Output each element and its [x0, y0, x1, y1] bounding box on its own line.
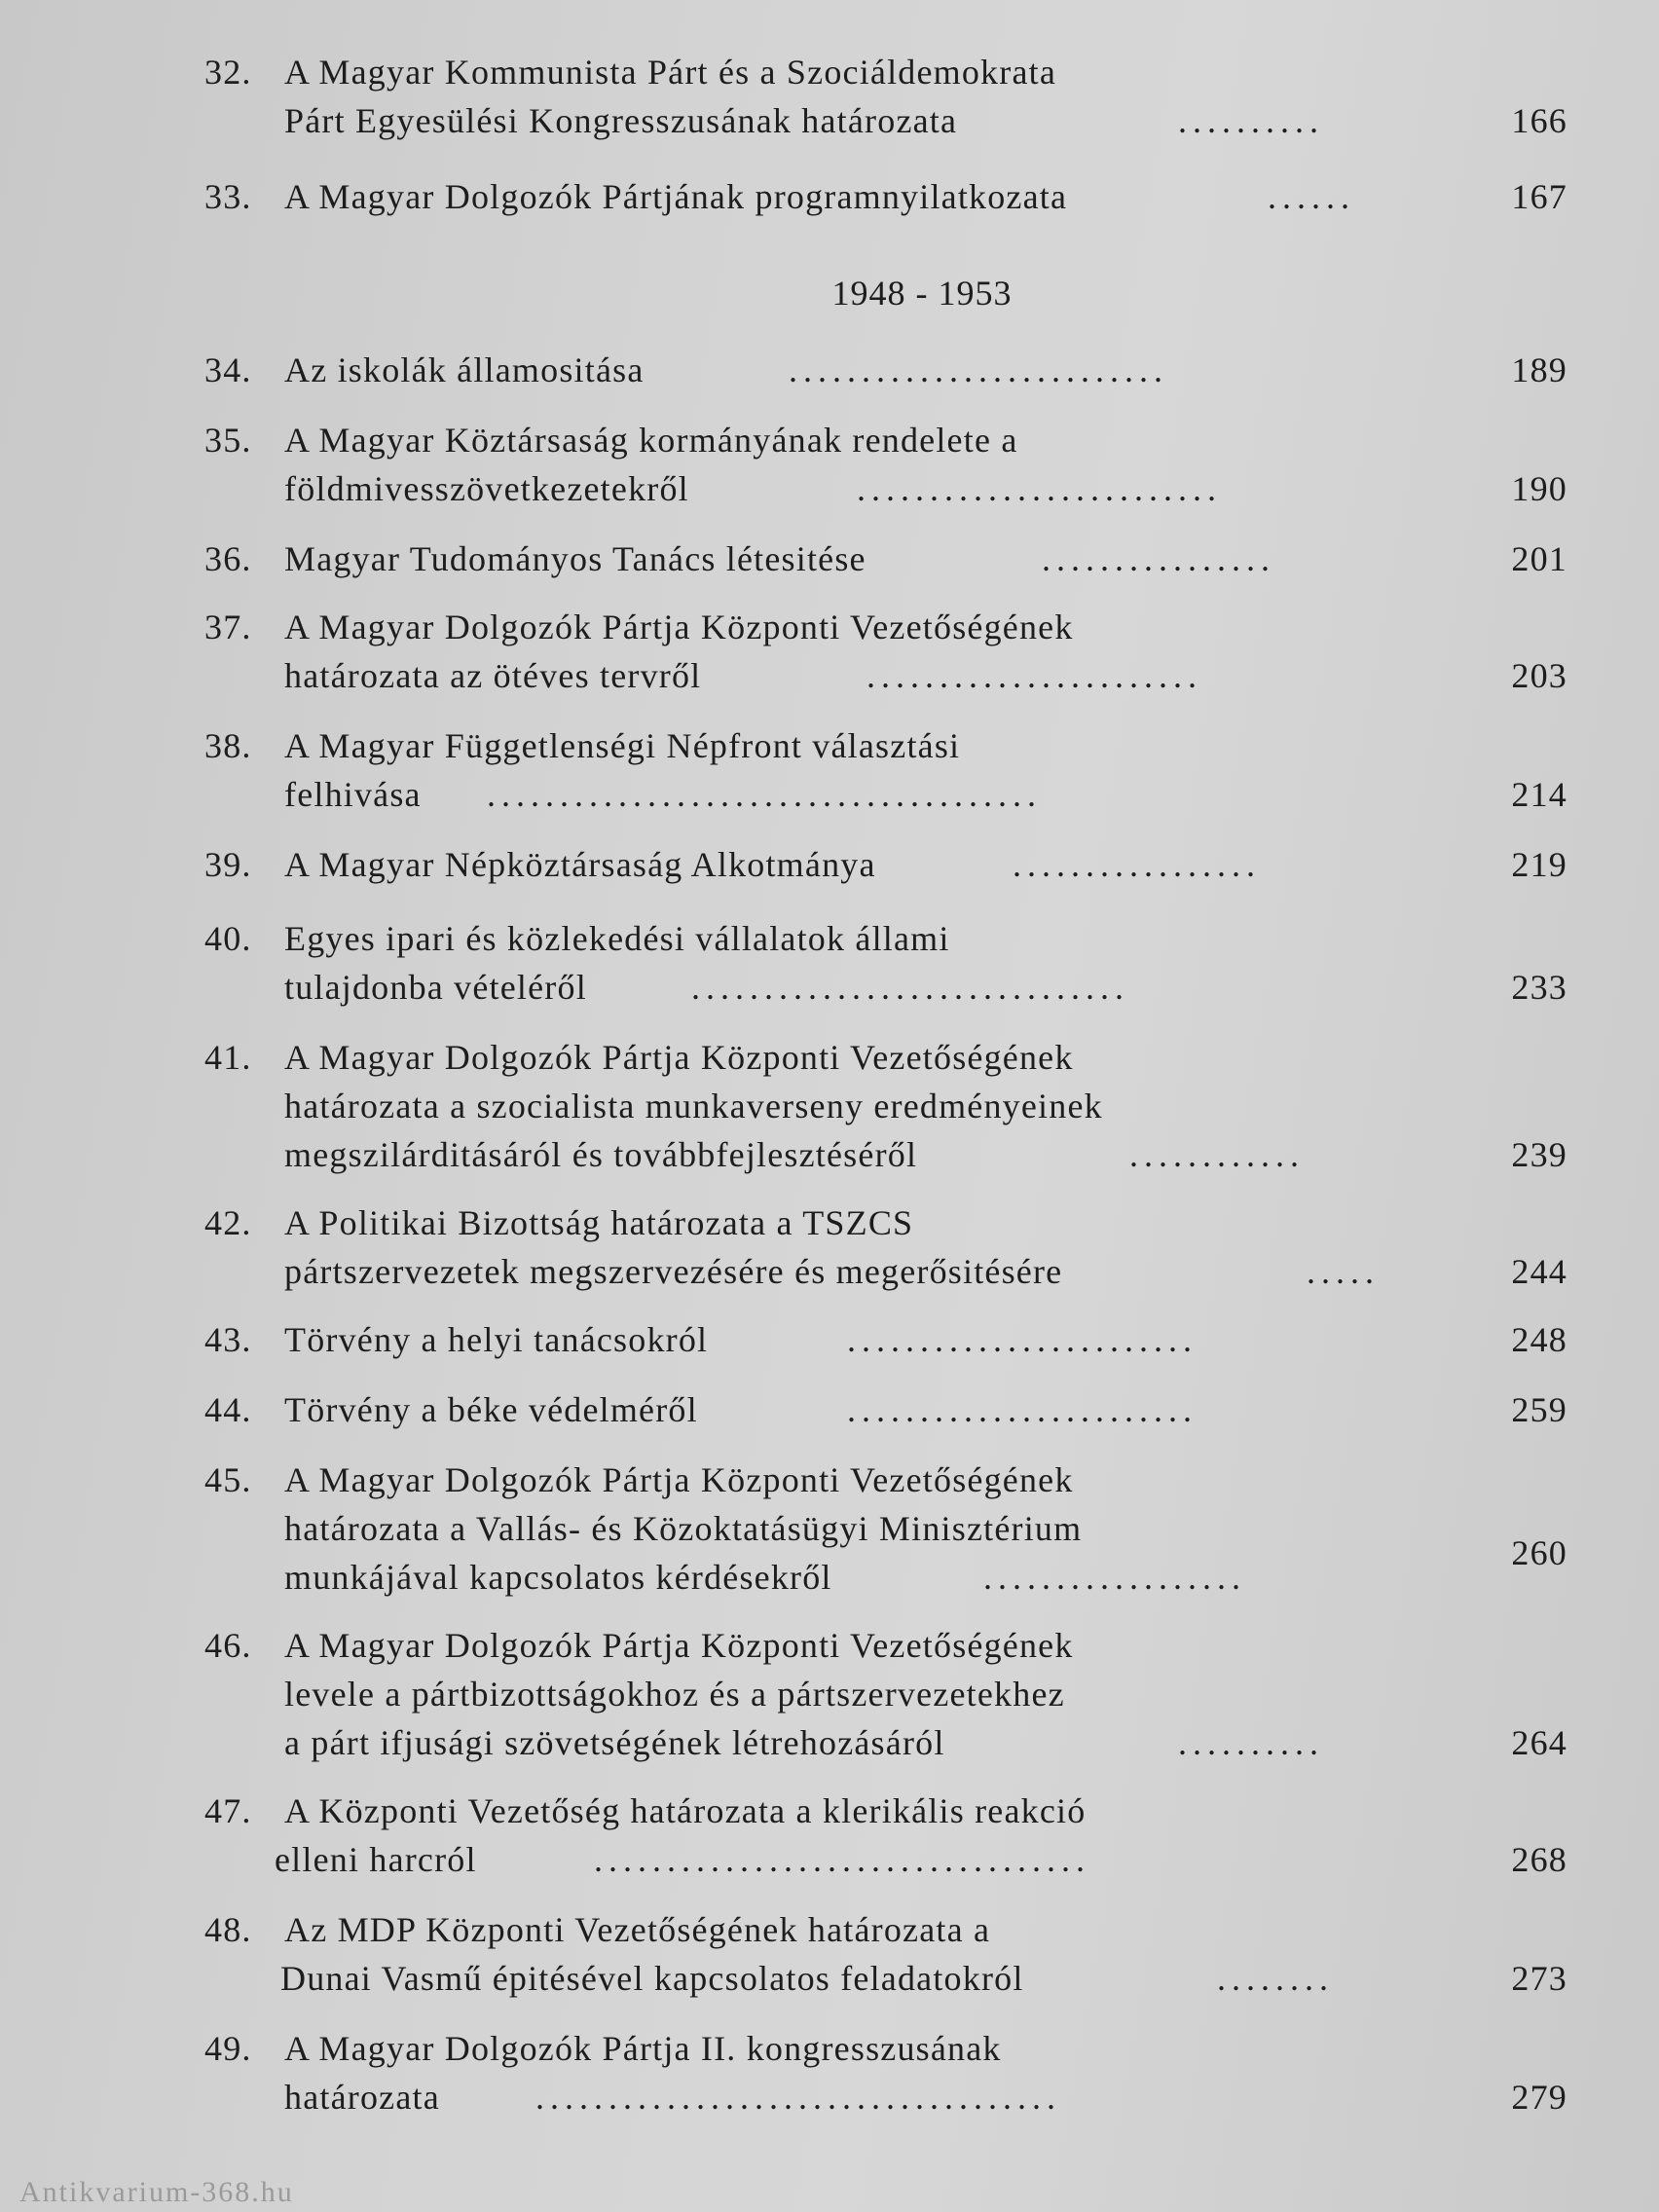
entry-number: 37.	[204, 608, 252, 646]
entry-number: 49.	[204, 2029, 252, 2068]
entry-number: 44.	[204, 1390, 252, 1429]
entry-number: 43.	[204, 1320, 252, 1359]
entry-title-line: tulajdonba vételéről	[284, 968, 587, 1007]
page-number: 214	[1511, 775, 1567, 814]
entry-title-line: Törvény a helyi tanácsokról	[284, 1320, 709, 1359]
entry-title-line: A Magyar Dolgozók Pártja II. kongresszusának	[284, 2029, 1002, 2068]
leader-dots: .................	[1013, 845, 1261, 884]
leader-dots: ..........................	[789, 350, 1168, 389]
page-number: 273	[1511, 1959, 1567, 1998]
leader-dots: ........	[1217, 1959, 1334, 1998]
leader-dots: .....	[1307, 1252, 1380, 1291]
toc-entry-40[interactable]	[204, 915, 1567, 1013]
toc-entry-39[interactable]	[204, 841, 1567, 890]
entry-number: 45.	[204, 1460, 252, 1499]
entry-number: 39.	[204, 845, 252, 884]
page-number: 201	[1511, 539, 1567, 578]
page-number: 268	[1511, 1840, 1567, 1879]
entry-number: 47.	[204, 1791, 252, 1830]
entry-title-line: földmivesszövetkezetekről	[284, 469, 689, 508]
entry-number: 40.	[204, 919, 252, 958]
entry-title-line: Egyes ipari és közlekedési vállalatok állami	[284, 919, 950, 958]
entry-title-line: felhivása	[284, 775, 422, 814]
entry-title-line: elleni harcról	[275, 1840, 477, 1879]
page-number: 248	[1511, 1320, 1567, 1359]
entry-number: 46.	[204, 1626, 252, 1665]
page-number: 190	[1511, 469, 1567, 508]
entry-title-line: A Magyar Dolgozók Pártja Központi Vezetőségének	[284, 1038, 1074, 1077]
entry-title-line: levele a pártbizottságokhoz és a pártszervezetekhez	[284, 1675, 1065, 1714]
toc-entry-36[interactable]	[204, 535, 1567, 584]
leader-dots: ....................................	[535, 2078, 1061, 2117]
entry-number: 35.	[204, 421, 252, 460]
leader-dots: ..................................	[594, 1840, 1090, 1879]
entry-title-line: A Központi Vezetőség határozata a klerikális reakció	[284, 1791, 1087, 1830]
toc-entry-43[interactable]	[204, 1316, 1567, 1365]
toc-entry-44[interactable]	[204, 1386, 1567, 1435]
page-number: 166	[1511, 101, 1567, 140]
toc-entry-46[interactable]	[204, 1622, 1567, 1768]
leader-dots: ..................	[983, 1558, 1246, 1597]
page-number: 264	[1511, 1723, 1567, 1762]
toc-entry-42[interactable]	[204, 1199, 1567, 1297]
watermark-footer: Antikvarium-368.hu	[19, 2176, 294, 2208]
page-number: 244	[1511, 1252, 1567, 1291]
leader-dots: ..........	[1178, 101, 1324, 140]
toc-entry-45[interactable]	[204, 1456, 1567, 1603]
page-number: 189	[1511, 350, 1567, 389]
entry-title-line: Magyar Tudományos Tanács létesitése	[284, 539, 866, 578]
entry-number: 36.	[204, 539, 252, 578]
leader-dots: ........................	[847, 1390, 1198, 1429]
entry-title-line: A Magyar Köztársaság kormányának rendelete a	[284, 421, 1018, 460]
toc-entry-48[interactable]	[204, 1906, 1567, 2004]
toc-entry-38[interactable]	[204, 722, 1567, 820]
entry-title-line: Párt Egyesülési Kongresszusának határozata	[284, 101, 958, 140]
leader-dots: ..........	[1178, 1723, 1324, 1762]
page-number: 260	[1511, 1533, 1567, 1572]
page-number: 239	[1511, 1135, 1567, 1174]
entry-title-line: Az iskolák államositása	[284, 350, 645, 389]
toc-entry-35[interactable]	[204, 417, 1567, 514]
toc-entry-41[interactable]	[204, 1034, 1567, 1180]
entry-title-line: pártszervezetek megszervezésére és megerősitésére	[284, 1252, 1063, 1291]
toc-entry-47[interactable]	[204, 1788, 1567, 1885]
entry-title-line: A Magyar Népköztársaság Alkotmánya	[284, 845, 876, 884]
entry-title-line: Törvény a béke védelméről	[284, 1390, 698, 1429]
entry-number: 32.	[204, 53, 252, 92]
section-heading: 1948 - 1953	[831, 274, 1013, 313]
entry-title-line: A Magyar Dolgozók Pártjának programnyilatkozata	[284, 177, 1068, 216]
page-number: 279	[1511, 2078, 1567, 2117]
entry-title-line: A Politikai Bizottság határozata a TSZCS	[284, 1203, 914, 1242]
page-number: 233	[1511, 968, 1567, 1007]
entry-title-line: A Magyar Dolgozók Pártja Központi Vezetőségének	[284, 1626, 1074, 1665]
entry-title-line: Az MDP Központi Vezetőségének határozata a	[284, 1910, 991, 1949]
entry-number: 33.	[204, 177, 252, 216]
entry-number: 48.	[204, 1910, 252, 1949]
leader-dots: .......................	[866, 656, 1202, 695]
page-number: 167	[1511, 177, 1567, 216]
leader-dots: ............	[1129, 1135, 1305, 1174]
entry-title-line: határozata az ötéves tervről	[284, 656, 702, 695]
page-number: 203	[1511, 656, 1567, 695]
entry-title-line: határozata a Vallás- és Közoktatásügyi Minisztérium	[284, 1509, 1083, 1548]
entry-title-line: A Magyar Függetlenségi Népfront választási	[284, 726, 961, 765]
entry-title-line: megszilárditásáról és továbbfejlesztéséről	[284, 1135, 918, 1174]
entry-title-line: A Magyar Dolgozók Pártja Központi Vezetőségének	[284, 608, 1074, 646]
leader-dots: ......................................	[487, 775, 1042, 814]
toc-entry-33[interactable]	[204, 173, 1567, 222]
entry-number: 34.	[204, 350, 252, 389]
page-number: 219	[1511, 845, 1567, 884]
entry-title-line: határozata	[284, 2078, 440, 2117]
entry-title-line: A Magyar Kommunista Párt és a Szociáldemokrata	[284, 53, 1057, 92]
entry-number: 41.	[204, 1038, 252, 1077]
leader-dots: ..............................	[691, 968, 1129, 1007]
toc-entry-37[interactable]	[204, 604, 1567, 701]
leader-dots: ......	[1268, 177, 1355, 216]
entry-number: 42.	[204, 1203, 252, 1242]
leader-dots: ................	[1042, 539, 1275, 578]
entry-title-line: munkájával kapcsolatos kérdésekről	[284, 1558, 832, 1597]
leader-dots: .........................	[857, 469, 1222, 508]
entry-title-line: határozata a szocialista munkaverseny eredményeinek	[284, 1087, 1103, 1125]
toc-entry-49[interactable]	[204, 2025, 1567, 2122]
toc-entry-32[interactable]	[204, 49, 1567, 146]
leader-dots: ........................	[847, 1320, 1198, 1359]
toc-entry-34[interactable]	[204, 347, 1567, 395]
entry-title-line: a párt ifjusági szövetségének létrehozásáról	[284, 1723, 945, 1762]
entry-number: 38.	[204, 726, 252, 765]
entry-title-line: A Magyar Dolgozók Pártja Központi Vezetőségének	[284, 1460, 1074, 1499]
page-number: 259	[1511, 1390, 1567, 1429]
entry-title-line: Dunai Vasmű épitésével kapcsolatos feladatokról	[280, 1959, 1024, 1998]
